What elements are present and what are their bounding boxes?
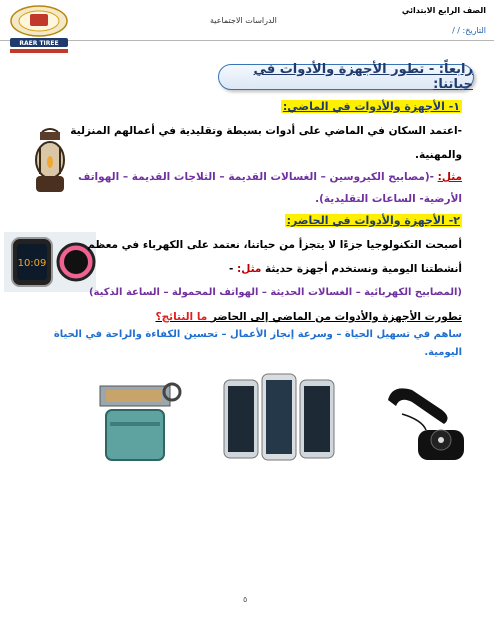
section2-line1: أصبحت التكنولوجيا جزءًا لا يتجزأ من حياتنا، نعتمد على الكهرباء في معظم xyxy=(87,239,462,251)
section2-line2-text: أنشطتنا اليومية ونستخدم أجهزة حديثة xyxy=(265,263,462,275)
section1-example-label: مثل: xyxy=(437,171,462,183)
section1-heading-wrap xyxy=(281,98,462,116)
section1-line2: والمهنية. xyxy=(415,149,462,161)
date-label: التاريخ: / / xyxy=(452,26,486,35)
section2-example-label: مثل: xyxy=(237,263,262,275)
answer-line2: اليومية. xyxy=(424,347,462,358)
question-line xyxy=(156,308,463,326)
grade-label: الصف الرابع الابتدائي xyxy=(401,6,486,15)
subject-label: الدراسات الاجتماعية xyxy=(210,16,277,25)
section2-example-line: (المصابيح الكهربائية – الغسالات الحديثة – الهواتف المحمولة – الساعة الذكية) xyxy=(88,287,462,298)
section1-heading: ١- الأجهزة والأدوات في الماضي: xyxy=(282,100,460,113)
section1-example-line2: الأرضية- الساعات التقليدية). xyxy=(315,193,462,205)
section-banner xyxy=(218,64,474,90)
section1-line1: -اعتمد السكان في الماضي على أدوات بسيطة وتقليدية في أعمالهم المنزلية xyxy=(70,125,462,137)
section2-heading: ٢- الأجهزة والأدوات في الحاضر: xyxy=(286,214,460,227)
section2-heading-wrap xyxy=(285,212,462,230)
old-washing-machine-image xyxy=(90,380,182,464)
school-logo xyxy=(6,3,72,57)
kerosene-lantern-image xyxy=(26,126,74,196)
section2-line2 xyxy=(229,260,462,278)
smartwatch-image xyxy=(4,232,96,292)
section1-example-line1: -(مصابيح الكيروسين – الغسالات القديمة – الثلاجات القديمة – الهواتف xyxy=(78,171,434,183)
section2-line2-end: - xyxy=(228,263,234,275)
page-number: ٥ xyxy=(243,595,248,604)
mobile-phones-image xyxy=(222,372,336,464)
banner-title: رابعاً: - تطور الأجهزة والأدوات في حياتنا: xyxy=(253,62,473,92)
question-highlight: ما النتائج؟ xyxy=(155,311,208,323)
question-text: تطورت الأجهزة والأدوات من الماضي إلى الحاضر xyxy=(210,311,462,323)
header-divider xyxy=(0,40,494,41)
answer-line1: ساهم في تسهيل الحياة – وسرعة إنجاز الأعمال – تحسين الكفاءة والراحة في الحياة xyxy=(53,329,462,340)
section1-example xyxy=(78,168,462,186)
landline-telephone-image xyxy=(382,380,470,466)
svg-text:10:09: 10:09 xyxy=(17,258,47,269)
logo-text: RAER TIREE xyxy=(19,40,59,47)
